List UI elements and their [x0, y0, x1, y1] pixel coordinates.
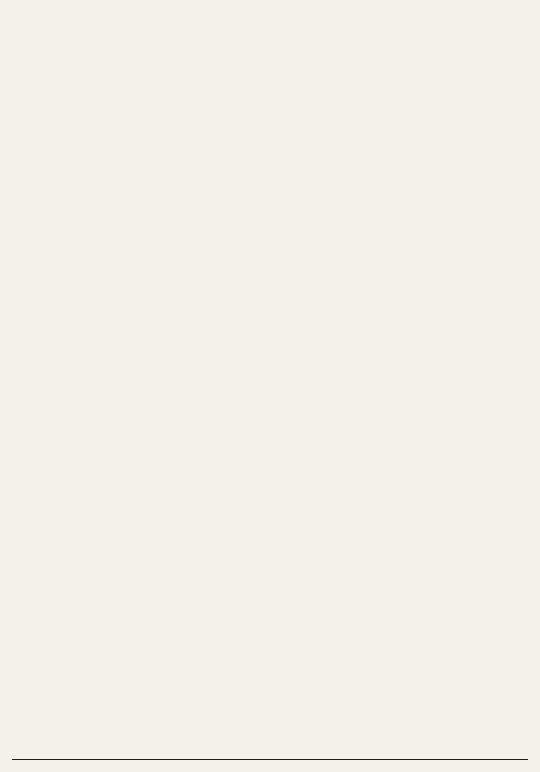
page-footer — [12, 759, 528, 764]
